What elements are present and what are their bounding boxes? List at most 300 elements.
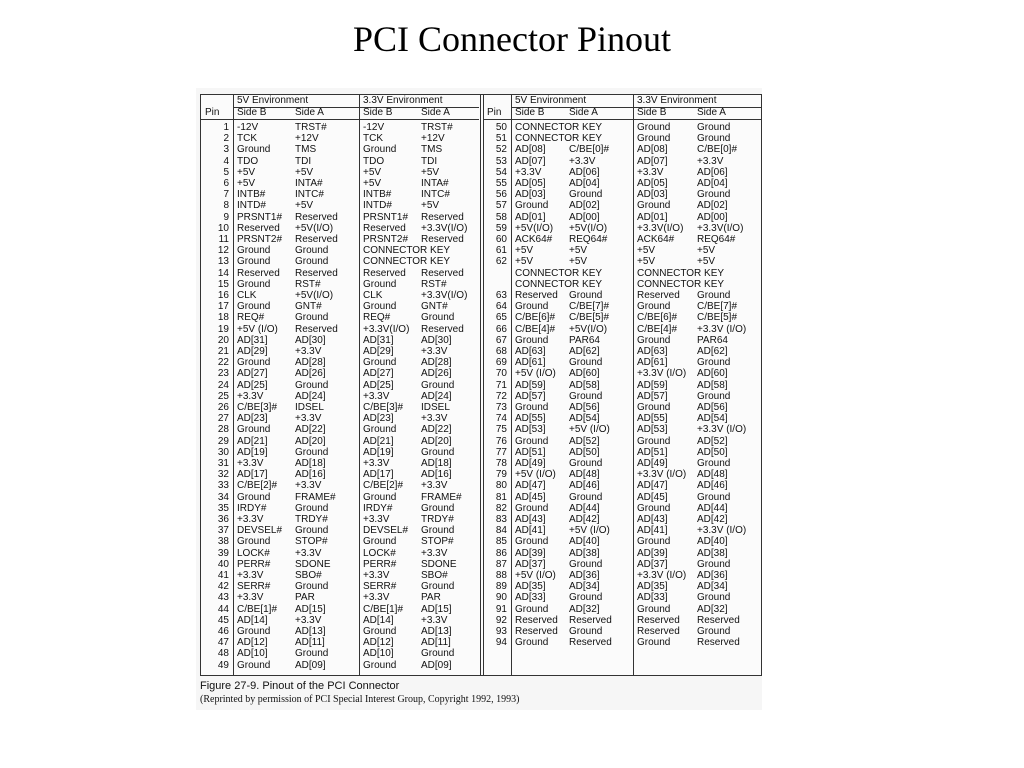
table-row bbox=[201, 268, 479, 279]
side-a-3v3: AD[42] bbox=[697, 514, 728, 525]
side-a-3v3: INTA# bbox=[421, 178, 449, 189]
side-b-3v3: +3.3V bbox=[363, 592, 390, 604]
table-row bbox=[201, 514, 479, 525]
pin-number: 77 bbox=[495, 446, 507, 458]
table-row bbox=[483, 469, 761, 480]
side-b-3v3: AD[35] bbox=[637, 581, 668, 593]
side-b-3v3: AD[29] bbox=[363, 346, 394, 357]
side-a-3v3: +3.3V bbox=[421, 346, 448, 357]
table-row bbox=[483, 413, 761, 424]
side-b-5v: AD[03] bbox=[515, 189, 546, 201]
header-side-b: Side B bbox=[363, 107, 393, 118]
side-b-5v: AD[33] bbox=[515, 592, 546, 604]
side-b-5v: CONNECTOR KEY bbox=[515, 278, 603, 290]
table-row bbox=[201, 234, 479, 245]
table-row bbox=[201, 648, 479, 659]
side-b-3v3: Ground bbox=[363, 278, 397, 290]
side-b-3v3: C/BE[1]# bbox=[363, 603, 404, 615]
side-b-3v3: AD[08] bbox=[637, 144, 668, 156]
pin-number: 11 bbox=[218, 234, 229, 245]
pin-number: 16 bbox=[217, 290, 229, 301]
side-b-5v: Ground bbox=[237, 144, 271, 156]
side-a-5v: AD[62] bbox=[569, 346, 600, 357]
pin-number: 80 bbox=[495, 480, 507, 492]
side-b-5v: AD[21] bbox=[237, 435, 268, 447]
side-b-5v: AD[25] bbox=[237, 379, 268, 391]
side-a-3v3: Reserved bbox=[421, 211, 464, 223]
side-b-3v3: Ground bbox=[637, 133, 671, 145]
side-a-3v3: Ground bbox=[421, 525, 455, 537]
side-b-3v3: Ground bbox=[637, 435, 671, 447]
header-divider bbox=[201, 119, 479, 120]
pin-number: 94 bbox=[495, 637, 507, 649]
table-row bbox=[201, 167, 479, 178]
pin-number: 67 bbox=[495, 334, 507, 346]
side-a-5v: Reserved bbox=[569, 614, 612, 626]
side-a-5v: +5V bbox=[569, 256, 588, 268]
side-b-3v3: AD[01] bbox=[637, 211, 668, 223]
pin-number: 72 bbox=[495, 390, 507, 402]
pin-number: 89 bbox=[495, 581, 507, 593]
side-a-3v3: Reserved bbox=[697, 637, 740, 649]
pin-number: 32 bbox=[217, 469, 229, 481]
pin-number: 28 bbox=[217, 424, 229, 436]
side-a-5v: AD[09] bbox=[295, 659, 326, 671]
table-row bbox=[483, 581, 761, 592]
side-a-5v: AD[30] bbox=[295, 334, 326, 346]
side-b-3v3: +3.3V (I/O) bbox=[637, 368, 687, 380]
table-row bbox=[483, 380, 761, 391]
side-a-3v3: AD[58] bbox=[697, 379, 728, 391]
pin-number: 69 bbox=[495, 357, 507, 369]
side-b-3v3: AD[55] bbox=[637, 413, 668, 425]
side-b-5v: +5V (I/O) bbox=[515, 570, 556, 581]
side-b-3v3: Ground bbox=[363, 144, 397, 156]
side-b-3v3: Ground bbox=[363, 536, 397, 548]
pin-number: 92 bbox=[495, 614, 507, 626]
side-a-5v: Ground bbox=[569, 491, 603, 503]
side-a-3v3: Ground bbox=[421, 648, 455, 660]
side-a-5v: PAR bbox=[295, 592, 315, 604]
side-a-3v3: AD[20] bbox=[421, 435, 452, 447]
side-b-5v: AD[55] bbox=[515, 413, 546, 425]
header-5v-environment: 5V Environment bbox=[237, 95, 309, 106]
pin-number: 86 bbox=[495, 547, 507, 559]
side-b-5v: +5V bbox=[515, 245, 534, 257]
side-b-5v: AD[43] bbox=[515, 514, 546, 525]
side-a-5v: AD[04] bbox=[569, 178, 600, 189]
pin-number: 63 bbox=[495, 290, 507, 301]
side-b-3v3: AD[21] bbox=[363, 435, 394, 447]
side-a-5v: Ground bbox=[569, 189, 603, 201]
side-a-3v3: AD[28] bbox=[421, 357, 452, 369]
side-b-3v3: Ground bbox=[363, 301, 397, 313]
side-a-5v: Ground bbox=[295, 581, 329, 593]
table-row bbox=[201, 178, 479, 189]
side-b-3v3: CONNECTOR KEY bbox=[363, 245, 451, 257]
side-a-5v: AD[02] bbox=[569, 200, 600, 212]
table-row bbox=[201, 133, 479, 144]
side-b-3v3: Ground bbox=[363, 491, 397, 503]
pin-number: 73 bbox=[495, 402, 507, 413]
side-b-3v3: TCK bbox=[363, 133, 383, 145]
side-a-5v: Ground bbox=[569, 357, 603, 369]
side-a-3v3: Ground bbox=[697, 390, 731, 402]
table-row bbox=[483, 167, 761, 178]
side-b-5v: AD[29] bbox=[237, 346, 268, 357]
side-a-3v3: +3.3V (I/O) bbox=[697, 525, 747, 537]
side-a-3v3: Reserved bbox=[421, 267, 464, 279]
figure-caption: Figure 27-9. Pinout of the PCI Connector bbox=[200, 680, 400, 692]
side-b-5v: CONNECTOR KEY bbox=[515, 133, 603, 145]
side-b-5v: Ground bbox=[237, 626, 271, 637]
table-row bbox=[483, 447, 761, 458]
side-a-5v: +5V bbox=[295, 166, 314, 178]
pin-number: 14 bbox=[217, 267, 229, 279]
side-a-3v3: +3.3V bbox=[697, 155, 724, 167]
table-row bbox=[483, 212, 761, 223]
side-b-5v: AD[17] bbox=[237, 469, 268, 481]
pin-number: 22 bbox=[217, 357, 229, 369]
side-a-5v: TMS bbox=[295, 144, 317, 156]
side-a-3v3: C/BE[7]# bbox=[697, 301, 738, 313]
side-a-5v: RST# bbox=[295, 278, 321, 290]
side-a-5v: +5V(I/O) bbox=[569, 222, 608, 234]
pin-number: 61 bbox=[495, 245, 507, 257]
side-a-3v3: Ground bbox=[697, 626, 731, 637]
side-b-5v: AD[61] bbox=[515, 357, 546, 369]
side-b-5v: +3.3V bbox=[237, 570, 264, 581]
side-b-5v: +5V (I/O) bbox=[515, 469, 556, 481]
pin-number: 44 bbox=[217, 603, 229, 615]
table-row bbox=[483, 480, 761, 491]
side-a-5v: Ground bbox=[569, 592, 603, 604]
side-a-5v: AD[46] bbox=[569, 480, 600, 492]
side-b-3v3: DEVSEL# bbox=[363, 525, 409, 537]
slide-title: PCI Connector Pinout bbox=[352, 19, 671, 59]
side-a-5v: Ground bbox=[295, 312, 329, 324]
side-b-3v3: +5V bbox=[363, 166, 382, 178]
side-a-3v3: AD[30] bbox=[421, 334, 452, 346]
pin-number: 33 bbox=[217, 480, 229, 492]
side-a-3v3: +3.3V(I/O) bbox=[421, 290, 468, 301]
side-a-5v: GNT# bbox=[295, 301, 322, 313]
side-b-5v: AD[39] bbox=[515, 547, 546, 559]
side-b-5v: AD[45] bbox=[515, 491, 546, 503]
side-a-5v: +5V (I/O) bbox=[569, 525, 610, 537]
side-a-3v3: RST# bbox=[421, 278, 447, 290]
side-a-5v: AD[24] bbox=[295, 390, 326, 402]
pin-number: 34 bbox=[217, 491, 229, 503]
table-row bbox=[201, 492, 479, 503]
side-b-3v3: CONNECTOR KEY bbox=[637, 267, 725, 279]
pin-number: 65 bbox=[495, 312, 507, 324]
side-b-5v: PERR# bbox=[237, 558, 271, 570]
side-b-3v3: Reserved bbox=[363, 222, 406, 234]
table-row bbox=[201, 301, 479, 312]
table-row bbox=[201, 335, 479, 346]
side-a-5v: AD[50] bbox=[569, 446, 600, 458]
table-row bbox=[201, 536, 479, 547]
side-a-3v3: +5V bbox=[697, 256, 716, 268]
side-b-3v3: AD[12] bbox=[363, 637, 394, 649]
table-row bbox=[201, 324, 479, 335]
side-a-3v3: AD[16] bbox=[421, 469, 452, 481]
side-a-3v3: AD[26] bbox=[421, 368, 452, 380]
side-a-5v: INTC# bbox=[295, 189, 324, 201]
side-a-3v3: +3.3V bbox=[421, 547, 448, 559]
side-a-5v: +5V (I/O) bbox=[569, 424, 610, 436]
table-row bbox=[483, 279, 761, 290]
pin-number: 51 bbox=[495, 133, 507, 145]
pin-number: 13 bbox=[217, 256, 229, 268]
pin-number: 56 bbox=[495, 189, 507, 201]
side-b-5v: AD[14] bbox=[237, 614, 268, 626]
side-a-5v: AD[28] bbox=[295, 357, 326, 369]
side-a-5v: AD[22] bbox=[295, 424, 326, 436]
pin-number: 79 bbox=[495, 469, 507, 481]
side-b-5v: AD[35] bbox=[515, 581, 546, 593]
table-row bbox=[483, 548, 761, 559]
table-row bbox=[201, 122, 479, 133]
side-a-5v: AD[58] bbox=[569, 379, 600, 391]
side-b-3v3: AD[14] bbox=[363, 614, 394, 626]
side-a-5v: Ground bbox=[569, 626, 603, 637]
side-b-3v3: AD[51] bbox=[637, 446, 668, 458]
pin-number: 8 bbox=[223, 200, 229, 212]
side-a-3v3: AD[52] bbox=[697, 435, 728, 447]
side-a-3v3: Ground bbox=[421, 446, 455, 458]
side-b-5v: +3.3V bbox=[237, 390, 264, 402]
header-pin: Pin bbox=[205, 107, 220, 118]
table-row bbox=[201, 402, 479, 413]
side-b-3v3: AD[05] bbox=[637, 178, 668, 189]
side-b-5v: Ground bbox=[237, 536, 271, 548]
side-b-3v3: Ground bbox=[363, 424, 397, 436]
table-row bbox=[201, 436, 479, 447]
pin-number: 54 bbox=[495, 166, 507, 178]
side-b-5v: +5V bbox=[237, 178, 256, 189]
side-a-3v3: +3.3V (I/O) bbox=[697, 424, 747, 436]
pin-number: 59 bbox=[495, 222, 507, 234]
side-b-5v: TDO bbox=[237, 155, 259, 167]
pin-number: 12 bbox=[217, 245, 229, 257]
side-b-5v: TCK bbox=[237, 133, 257, 145]
table-row bbox=[483, 301, 761, 312]
header-pin: Pin bbox=[487, 107, 502, 118]
side-b-3v3: AD[39] bbox=[637, 547, 668, 559]
table-row bbox=[483, 357, 761, 368]
pin-number: 36 bbox=[217, 514, 229, 525]
table-row bbox=[201, 581, 479, 592]
pin-number: 75 bbox=[495, 424, 507, 436]
side-b-3v3: C/BE[4]# bbox=[637, 323, 678, 335]
side-b-3v3: AD[23] bbox=[363, 413, 394, 425]
side-b-5v: Ground bbox=[515, 402, 549, 413]
table-row bbox=[201, 200, 479, 211]
side-b-3v3: +3.3V bbox=[363, 458, 390, 469]
side-a-3v3: AD[02] bbox=[697, 200, 728, 212]
side-a-3v3: Ground bbox=[697, 558, 731, 570]
table-row bbox=[201, 615, 479, 626]
side-b-5v: Reserved bbox=[515, 614, 558, 626]
table-row bbox=[201, 424, 479, 435]
pin-number: 17 bbox=[217, 301, 229, 313]
side-b-3v3: Ground bbox=[363, 357, 397, 369]
side-b-5v: PRSNT1# bbox=[237, 211, 283, 223]
side-b-5v: AD[08] bbox=[515, 144, 546, 156]
side-b-5v: AD[23] bbox=[237, 413, 268, 425]
side-b-5v: AD[19] bbox=[237, 446, 268, 458]
side-a-5v: AD[40] bbox=[569, 536, 600, 548]
side-a-3v3: Reserved bbox=[421, 234, 464, 245]
pin-number: 60 bbox=[495, 234, 507, 245]
side-b-3v3: AD[27] bbox=[363, 368, 394, 380]
side-b-3v3: SERR# bbox=[363, 581, 397, 593]
side-b-3v3: Ground bbox=[637, 200, 671, 212]
pin-number: 88 bbox=[495, 570, 507, 581]
side-a-5v: AD[36] bbox=[569, 570, 600, 581]
side-a-5v: AD[18] bbox=[295, 458, 326, 469]
side-a-3v3: PAR bbox=[421, 592, 441, 604]
table-row bbox=[201, 637, 479, 648]
table-row bbox=[483, 626, 761, 637]
pin-number: 53 bbox=[495, 155, 507, 167]
side-b-5v: Ground bbox=[237, 424, 271, 436]
side-a-5v: AD[54] bbox=[569, 413, 600, 425]
side-b-3v3: +3.3V bbox=[363, 570, 390, 581]
side-a-3v3: INTC# bbox=[421, 189, 450, 201]
side-a-3v3: Ground bbox=[697, 458, 731, 469]
table-row bbox=[201, 592, 479, 603]
side-a-5v: +5V bbox=[569, 245, 588, 257]
side-b-3v3: CONNECTOR KEY bbox=[637, 278, 725, 290]
side-a-5v: +3.3V bbox=[295, 346, 322, 357]
side-b-3v3: INTD# bbox=[363, 200, 392, 212]
side-a-5v: Reserved bbox=[569, 637, 612, 649]
side-a-5v: INTA# bbox=[295, 178, 323, 189]
table-row bbox=[483, 324, 761, 335]
side-b-3v3: AD[37] bbox=[637, 558, 668, 570]
side-b-5v: +3.3V bbox=[237, 514, 264, 525]
side-b-5v: Ground bbox=[237, 491, 271, 503]
side-b-5v: Ground bbox=[515, 536, 549, 548]
side-a-5v: Ground bbox=[295, 648, 329, 660]
side-b-5v: AD[49] bbox=[515, 458, 546, 469]
side-a-3v3: AD[34] bbox=[697, 581, 728, 593]
side-a-3v3: +3.3V(I/O) bbox=[421, 222, 468, 234]
side-a-5v: AD[34] bbox=[569, 581, 600, 593]
side-a-5v: AD[00] bbox=[569, 211, 600, 223]
pin-number: 47 bbox=[217, 637, 229, 649]
side-b-5v: Reserved bbox=[515, 290, 558, 301]
table-row bbox=[201, 212, 479, 223]
side-b-5v: Ground bbox=[515, 603, 549, 615]
side-b-5v: AD[31] bbox=[237, 334, 268, 346]
side-b-3v3: Reserved bbox=[363, 267, 406, 279]
side-a-5v: Reserved bbox=[295, 211, 338, 223]
header-side-a: Side A bbox=[697, 107, 726, 118]
side-b-5v: C/BE[2]# bbox=[237, 480, 278, 492]
pin-number: 2 bbox=[223, 133, 229, 145]
figure-credit: (Reprinted by permission of PCI Special Interest Group, Copyright 1992, 1993) bbox=[200, 694, 520, 705]
side-a-3v3: FRAME# bbox=[421, 491, 462, 503]
side-a-5v: TRDY# bbox=[295, 514, 328, 525]
pin-number: 10 bbox=[217, 222, 229, 234]
pin-number: 41 bbox=[217, 570, 229, 581]
table-row bbox=[201, 626, 479, 637]
table-row bbox=[483, 122, 761, 133]
side-a-5v: AD[11] bbox=[295, 637, 325, 649]
table-row bbox=[201, 346, 479, 357]
side-a-3v3: TRDY# bbox=[421, 514, 454, 525]
table-row bbox=[483, 156, 761, 167]
side-a-3v3: SBO# bbox=[421, 570, 448, 581]
side-a-5v: AD[32] bbox=[569, 603, 600, 615]
pin-number: 78 bbox=[495, 458, 507, 469]
side-a-5v: C/BE[5]# bbox=[569, 312, 610, 324]
table-row bbox=[483, 245, 761, 256]
side-b-5v: +5V(I/O) bbox=[515, 222, 554, 234]
side-b-5v: Ground bbox=[237, 278, 271, 290]
pin-number: 38 bbox=[217, 536, 229, 548]
pin-number: 91 bbox=[495, 603, 507, 615]
side-b-3v3: +5V bbox=[637, 245, 656, 257]
side-b-3v3: AD[47] bbox=[637, 480, 668, 492]
table-row bbox=[483, 536, 761, 547]
side-b-3v3: Ground bbox=[637, 122, 671, 133]
pin-number: 43 bbox=[217, 592, 229, 604]
side-b-5v: +3.3V bbox=[515, 166, 542, 178]
pin-number: 21 bbox=[217, 346, 229, 357]
pin-number: 93 bbox=[495, 626, 507, 637]
side-b-5v: AD[12] bbox=[237, 637, 268, 649]
side-b-3v3: +5V bbox=[363, 178, 382, 189]
pinout-table bbox=[200, 94, 762, 676]
pin-number: 24 bbox=[217, 379, 229, 391]
side-b-5v: AD[53] bbox=[515, 424, 546, 436]
side-b-3v3: Reserved bbox=[637, 290, 680, 301]
side-b-5v: C/BE[6]# bbox=[515, 312, 556, 324]
side-a-3v3: PAR64 bbox=[697, 334, 728, 346]
side-b-3v3: Reserved bbox=[637, 614, 680, 626]
side-a-5v: Ground bbox=[569, 558, 603, 570]
side-b-3v3: +3.3V(I/O) bbox=[363, 323, 410, 335]
pin-number: 66 bbox=[495, 323, 507, 335]
side-a-5v: Ground bbox=[295, 525, 329, 537]
side-a-5v: AD[38] bbox=[569, 547, 600, 559]
table-row bbox=[201, 223, 479, 234]
pin-number: 71 bbox=[495, 379, 507, 391]
table-row bbox=[201, 604, 479, 615]
side-b-3v3: AD[53] bbox=[637, 424, 668, 436]
side-b-5v: Ground bbox=[237, 357, 271, 369]
side-b-3v3: AD[45] bbox=[637, 491, 668, 503]
side-a-5v: Ground bbox=[295, 379, 329, 391]
side-a-3v3: AD[36] bbox=[697, 570, 728, 581]
side-b-3v3: -12V bbox=[363, 122, 385, 133]
side-a-5v: Ground bbox=[569, 458, 603, 469]
side-b-5v: INTB# bbox=[237, 189, 266, 201]
side-b-3v3: Ground bbox=[363, 659, 397, 671]
side-b-5v: AD[05] bbox=[515, 178, 546, 189]
side-b-3v3: AD[31] bbox=[363, 334, 394, 346]
table-row bbox=[483, 525, 761, 536]
pin-number: 87 bbox=[495, 558, 507, 570]
pin-number: 7 bbox=[223, 189, 229, 201]
table-row bbox=[483, 637, 761, 648]
side-b-3v3: AD[03] bbox=[637, 189, 668, 201]
